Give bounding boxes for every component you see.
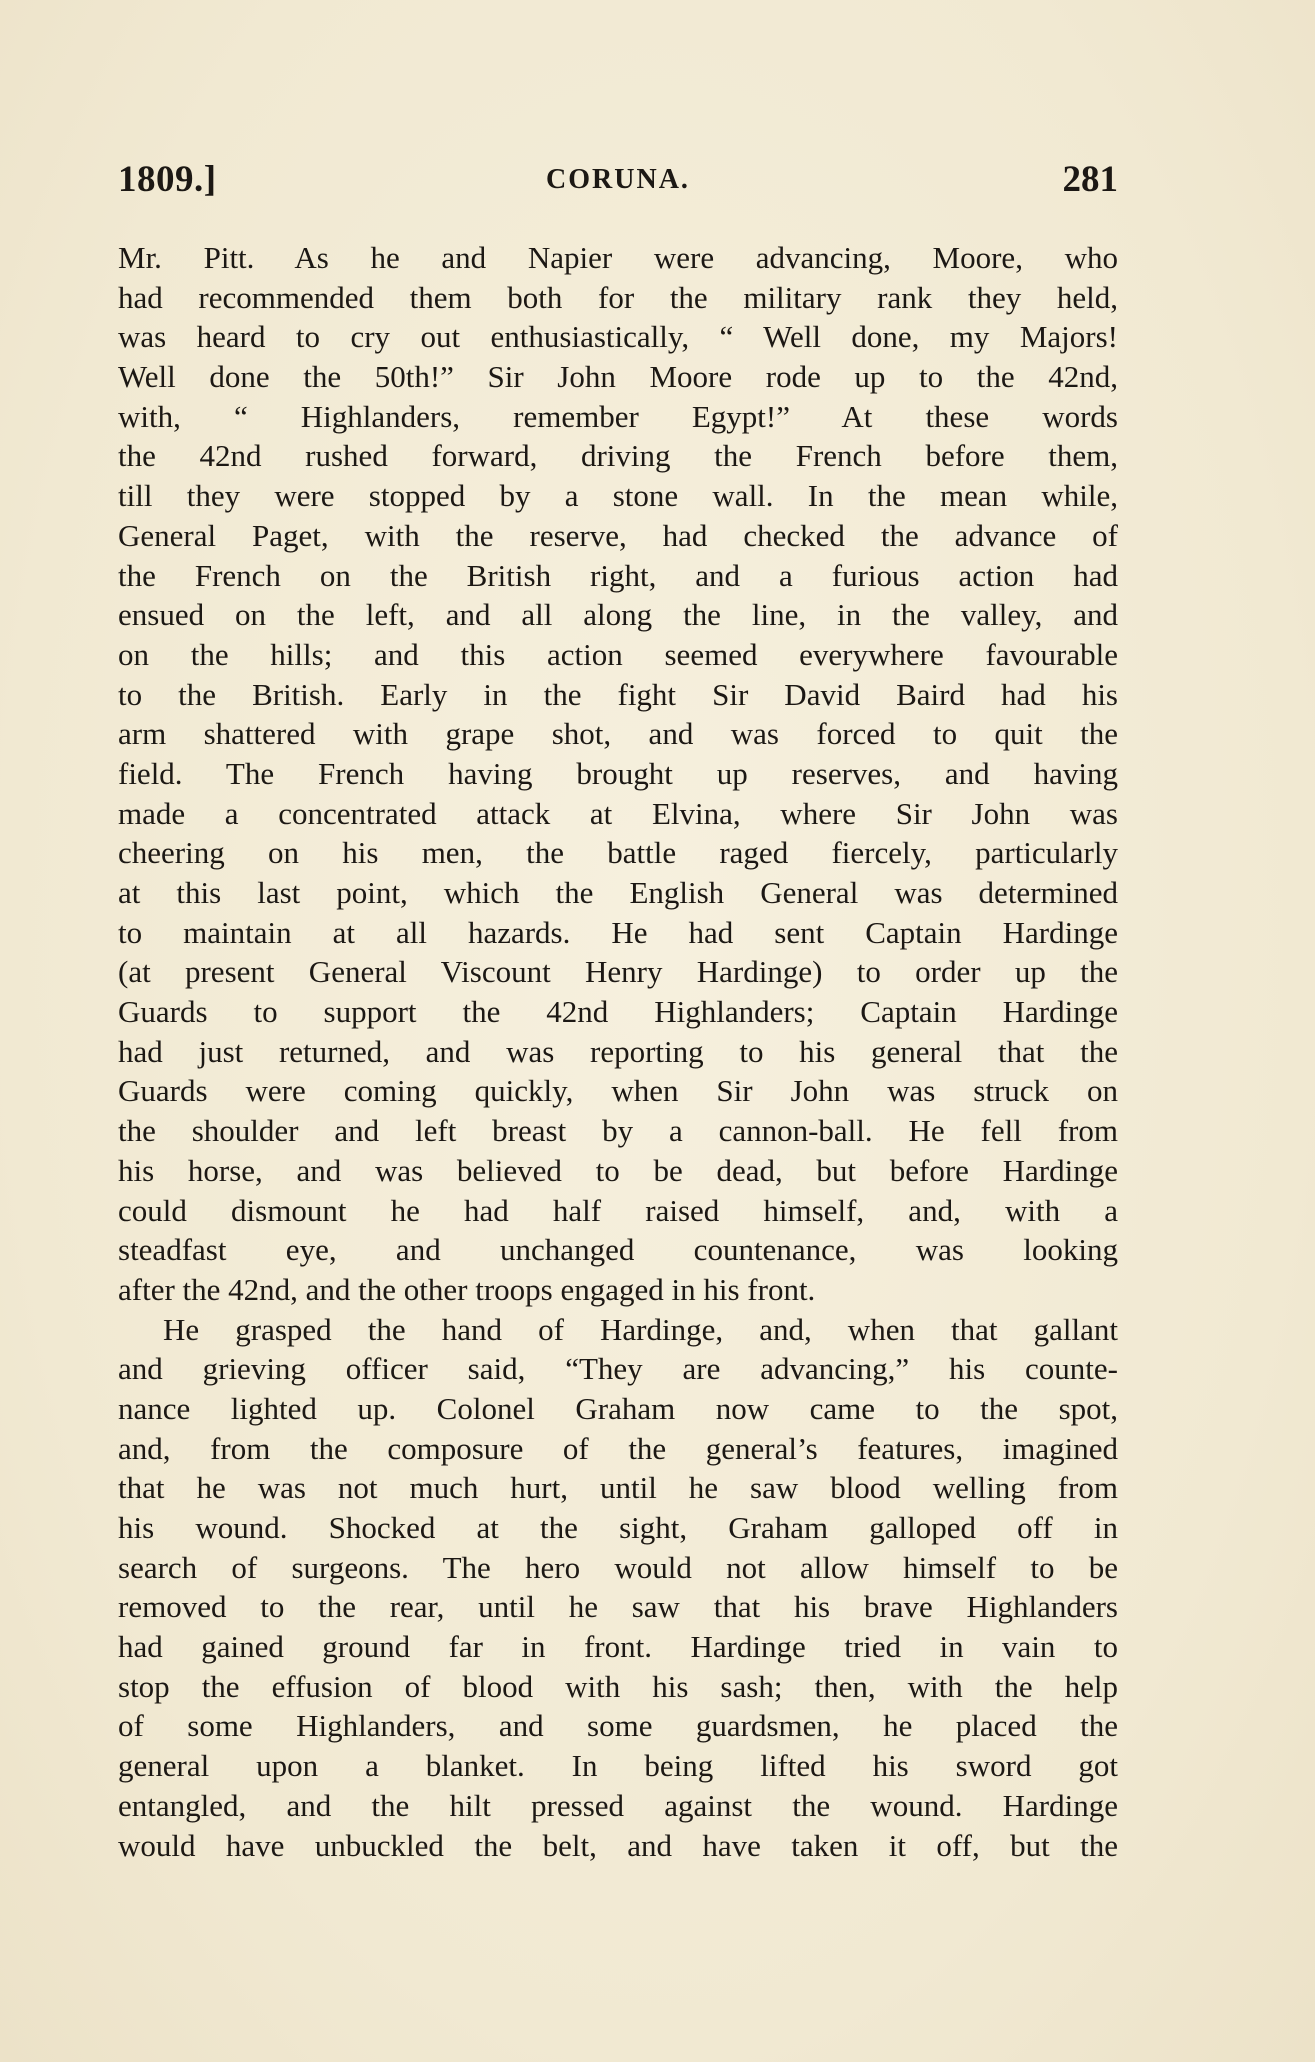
text-line: and, from the composure of the general’s features, imagined bbox=[118, 1430, 1118, 1466]
text-line: stop the effusion of blood with his sash; then, with the help bbox=[118, 1668, 1118, 1704]
text-line: Mr. Pitt. As he and Napier were advancing, Moore, who bbox=[118, 240, 1118, 275]
text-line: on the hills; and this action seemed everywhere favourable bbox=[118, 636, 1118, 672]
header-title: CORUNA. bbox=[546, 164, 690, 195]
text-line: the shoulder and left breast by a cannon-ball. He fell from bbox=[118, 1113, 1118, 1149]
text-line: till they were stopped by a stone wall. In the mean while, bbox=[118, 478, 1118, 514]
text-line: had gained ground far in front. Hardinge tried in vain to bbox=[118, 1629, 1118, 1665]
text-line: entangled, and the hilt pressed against the wound. Hardinge bbox=[118, 1787, 1118, 1823]
text-line: of some Highlanders, and some guardsmen, he placed the bbox=[118, 1708, 1118, 1744]
text-line: Guards were coming quickly, when Sir John was struck on bbox=[118, 1073, 1118, 1109]
text-line: general upon a blanket. In being lifted his sword got bbox=[118, 1748, 1118, 1784]
page-number: 281 bbox=[1062, 159, 1118, 200]
text-line: to maintain at all hazards. He had sent Captain Hardinge bbox=[118, 914, 1118, 950]
header-year: 1809.] bbox=[118, 159, 217, 200]
text-line: could dismount he had half raised himself, and, with a bbox=[118, 1192, 1118, 1228]
text-line: his wound. Shocked at the sight, Graham galloped off in bbox=[118, 1510, 1118, 1545]
text-line: search of surgeons. The hero would not allow himself to be bbox=[118, 1549, 1118, 1585]
text-line: had recommended them both for the military rank they held, bbox=[118, 279, 1118, 315]
text-line: field. The French having brought up reserves, and having bbox=[118, 755, 1118, 791]
text-line: arm shattered with grape shot, and was forced to quit the bbox=[118, 716, 1118, 752]
text-line: the French on the British right, and a furious action had bbox=[118, 557, 1118, 593]
paragraph-first-line: He grasped the hand of Hardinge, and, when that gallant bbox=[163, 1311, 1118, 1347]
text-line: cheering on his men, the battle raged fiercely, particularly bbox=[118, 835, 1118, 871]
text-line: with, “ Highlanders, remember Egypt!” At these words bbox=[118, 398, 1118, 434]
text-line: steadfast eye, and unchanged countenance, was looking bbox=[118, 1232, 1118, 1268]
text-line: would have unbuckled the belt, and have taken it off, but the bbox=[118, 1827, 1118, 1863]
text-line: to the British. Early in the fight Sir David Baird had his bbox=[118, 676, 1118, 712]
running-header bbox=[118, 158, 1118, 208]
text-line: at this last point, which the English General was determined bbox=[118, 875, 1118, 910]
text-line: made a concentrated attack at Elvina, where Sir John was bbox=[118, 795, 1118, 831]
text-line: General Paget, with the reserve, had checked the advance of bbox=[118, 517, 1118, 553]
text-line: and grieving officer said, “They are advancing,” his counte- bbox=[118, 1351, 1118, 1387]
text-line: ensued on the left, and all along the line, in the valley, and bbox=[118, 597, 1118, 633]
text-line: removed to the rear, until he saw that his brave Highlanders bbox=[118, 1589, 1118, 1625]
text-line: was heard to cry out enthusiastically, “ Well done, my Majors! bbox=[118, 319, 1118, 355]
text-line: Guards to support the 42nd Highlanders; Captain Hardinge bbox=[118, 994, 1118, 1030]
text-line: Well done the 50th!” Sir John Moore rode up to the 42nd, bbox=[118, 359, 1118, 395]
text-line: the 42nd rushed forward, driving the French before them, bbox=[118, 438, 1118, 474]
body-text bbox=[118, 238, 1118, 1865]
text-line: that he was not much hurt, until he saw blood welling from bbox=[118, 1470, 1118, 1506]
text-line: nance lighted up. Colonel Graham now came to the spot, bbox=[118, 1390, 1118, 1426]
text-line: after the 42nd, and the other troops engaged in his front. bbox=[118, 1271, 816, 1307]
text-line: (at present General Viscount Henry Hardinge) to order up the bbox=[118, 954, 1118, 990]
text-line: his horse, and was believed to be dead, but before Hardinge bbox=[118, 1152, 1118, 1188]
text-line: had just returned, and was reporting to his general that the bbox=[118, 1033, 1118, 1069]
